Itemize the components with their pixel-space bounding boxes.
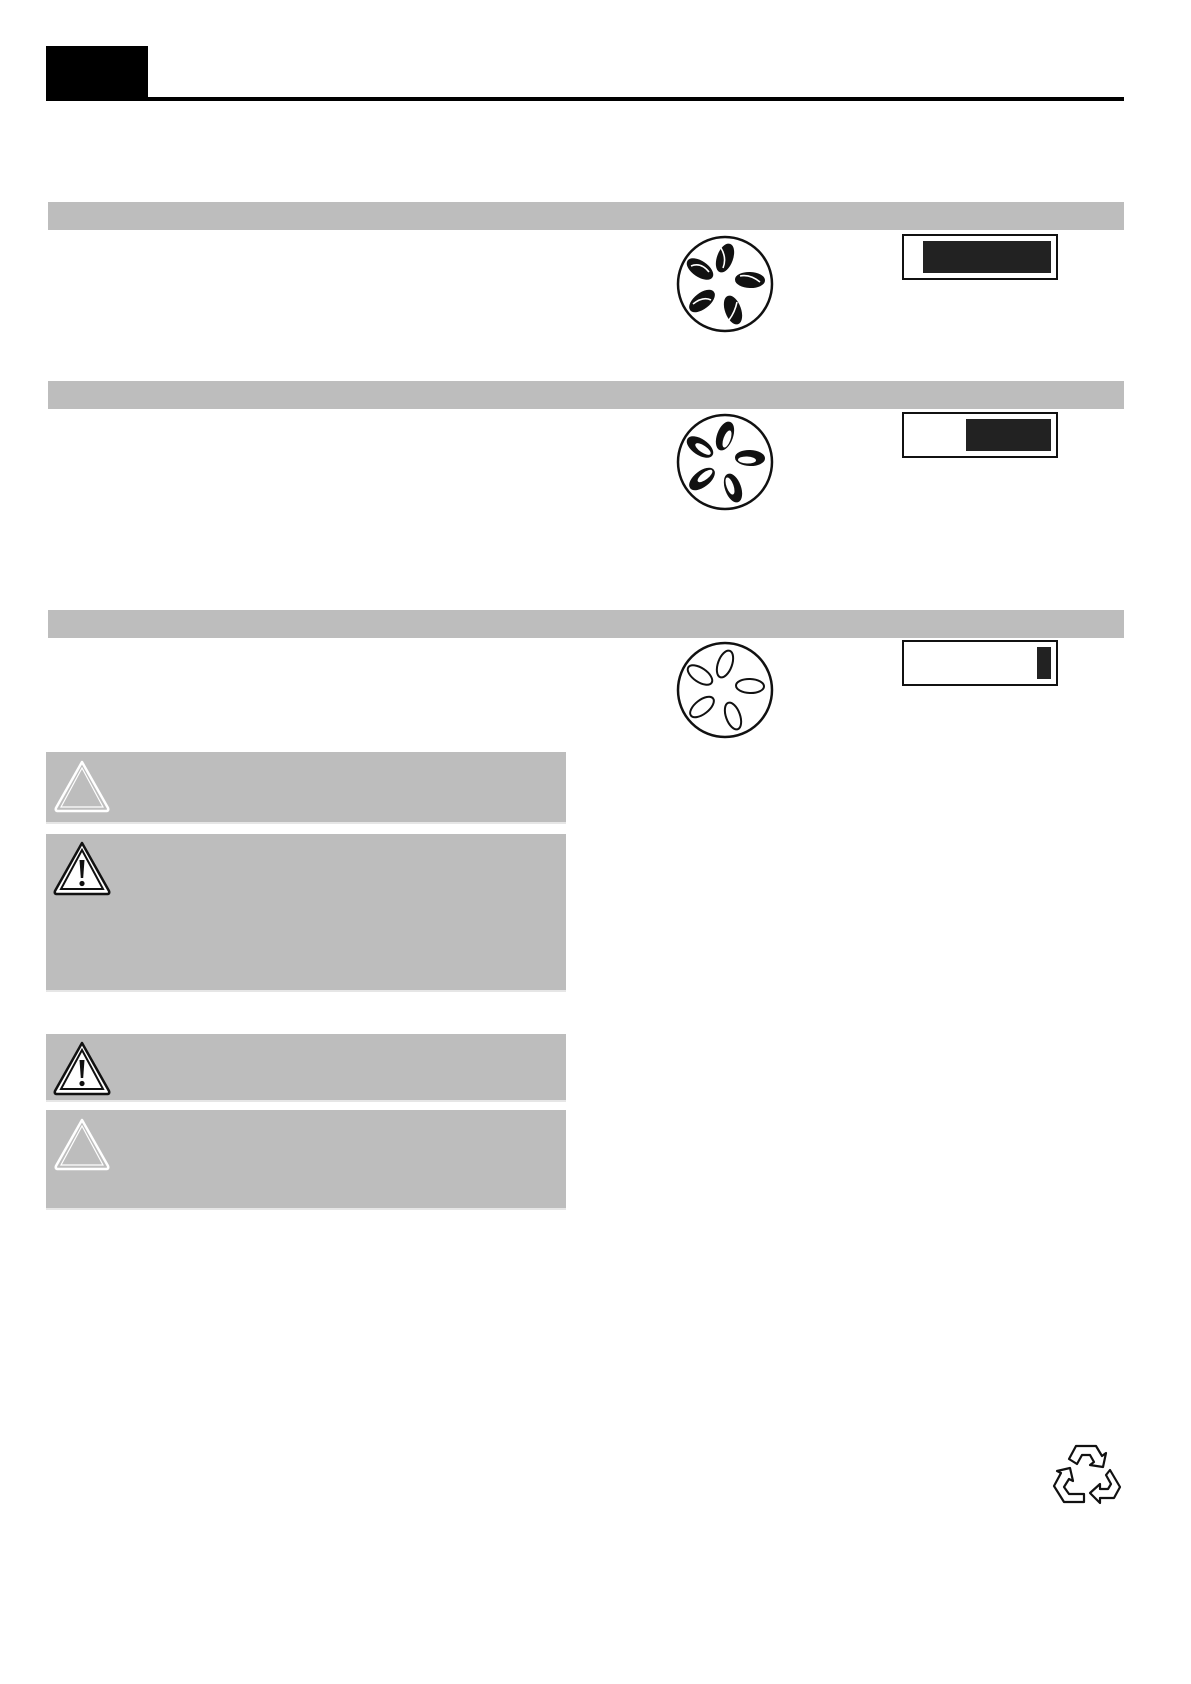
fan-level-indicator-1 [902, 234, 1058, 280]
note-box-caution-1 [46, 752, 566, 822]
section-bar-2 [48, 381, 1124, 409]
page-header-tab [46, 46, 148, 98]
fan-speed-high-icon [675, 234, 775, 334]
warning-filled-icon [52, 1040, 112, 1096]
fan-level-indicator-2 [902, 412, 1058, 458]
caution-outline-icon [52, 1116, 112, 1172]
fan-speed-low-icon [675, 640, 775, 740]
section-bar-1 [48, 202, 1124, 230]
fan-level-fill-1 [923, 241, 1051, 273]
fan-speed-medium-icon [675, 412, 775, 512]
note-box-caution-2 [46, 1110, 566, 1208]
warning-filled-icon [52, 840, 112, 896]
note-box-warning-2 [46, 1034, 566, 1100]
header-rule [46, 97, 1124, 101]
fan-level-fill-3 [1037, 647, 1051, 679]
caution-outline-icon [52, 758, 112, 814]
fan-level-indicator-3 [902, 640, 1058, 686]
fan-level-fill-2 [966, 419, 1051, 451]
note-box-warning-1 [46, 834, 566, 990]
section-bar-3 [48, 610, 1124, 638]
recycle-icon [1048, 1440, 1126, 1518]
